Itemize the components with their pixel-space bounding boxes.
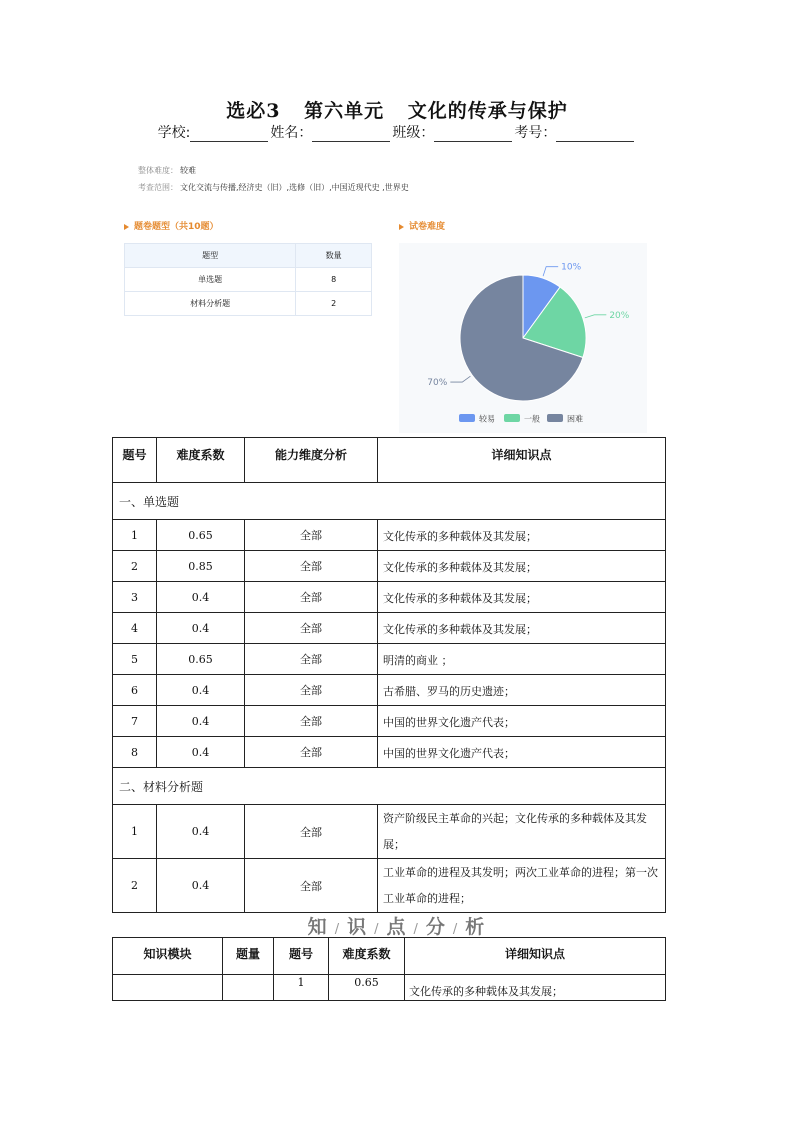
pie-leader-line [585, 315, 607, 318]
cell-coef: 0.4 [157, 613, 245, 644]
cell-coef: 0.65 [157, 520, 245, 551]
qtype-section-title-text: 题卷题型（共10题） [134, 222, 219, 232]
cell-knowledge: 文化传承的多种载体及其发展； [378, 613, 666, 644]
pie-data-label: 10% [561, 262, 582, 273]
heading-char: 知 [307, 916, 329, 938]
name-label: 姓名： [270, 125, 313, 141]
difficulty-value: 较难 [180, 166, 196, 175]
legend-swatch [459, 414, 475, 422]
pie-leader-line [543, 267, 558, 277]
cell-knowledge: 资产阶级民主革命的兴起；文化传承的多种载体及其发展； [378, 805, 666, 859]
cell-ability: 全部 [245, 805, 378, 859]
section-row [113, 768, 666, 805]
cell-coef: 0.85 [157, 551, 245, 582]
heading-char: 析 [465, 916, 487, 938]
cell-ability: 全部 [245, 644, 378, 675]
difficulty-meta [138, 165, 196, 176]
cell-no: 1 [113, 805, 157, 859]
qtype-header-row [125, 244, 372, 268]
cell-ability: 全部 [245, 737, 378, 768]
header-knowledge: 详细知识点 [378, 438, 666, 483]
class-field[interactable] [434, 127, 512, 142]
heading-sep: / [452, 922, 460, 937]
header-module: 知识模块 [113, 938, 223, 975]
school-field[interactable] [190, 127, 268, 142]
legend-label: 一般 [524, 414, 540, 424]
name-field[interactable] [312, 127, 390, 142]
header-difficulty: 难度系数 [157, 438, 245, 483]
scope-value: 文化交流与传播,经济史（旧）,选修（旧）,中国近现代史 ,世界史 [180, 183, 409, 192]
cell-no: 6 [113, 675, 157, 706]
cell-coef: 0.65 [157, 644, 245, 675]
cell-coef: 0.4 [157, 737, 245, 768]
heading-sep: / [413, 922, 420, 937]
table-row [113, 675, 666, 706]
knowledge-header-row [113, 938, 666, 975]
table-row [113, 582, 666, 613]
cell-ability: 全部 [245, 520, 378, 551]
difficulty-pie-chart [399, 243, 647, 433]
legend-label: 较易 [479, 414, 495, 424]
qtype-cell: 材料分析题 [125, 292, 296, 316]
qtype-section-title [124, 219, 219, 232]
scope-meta [138, 182, 409, 193]
student-info-line [0, 122, 794, 142]
cell-no: 5 [113, 644, 157, 675]
qtype-cell: 8 [296, 268, 372, 292]
heading-char: 识 [347, 916, 369, 938]
cell-coef: 0.4 [157, 675, 245, 706]
triangle-bullet-icon [399, 224, 404, 230]
table-row [113, 613, 666, 644]
exam-no-label: 考号： [514, 125, 557, 141]
cell-knowledge: 文化传承的多种载体及其发展； [378, 582, 666, 613]
cell-knowledge: 文化传承的多种载体及其发展； [405, 975, 666, 1001]
cell-ability: 全部 [245, 706, 378, 737]
header-ability: 能力维度分析 [245, 438, 378, 483]
table-row [113, 737, 666, 768]
page-title [0, 96, 794, 123]
qtype-header-type: 题型 [125, 244, 296, 268]
cell-no: 4 [113, 613, 157, 644]
table-row [113, 706, 666, 737]
cell-knowledge: 工业革命的进程及其发明；两次工业革命的进程；第一次工业革命的进程； [378, 859, 666, 913]
pie-data-label: 20% [609, 310, 630, 321]
cell-ability: 全部 [245, 582, 378, 613]
pie-leader-line [450, 376, 470, 382]
main-header-row [113, 438, 666, 483]
cell-no: 7 [113, 706, 157, 737]
header-knowledge: 详细知识点 [405, 938, 666, 975]
scope-label: 考查范围： [138, 183, 178, 192]
qtype-cell: 单选题 [125, 268, 296, 292]
cell-no: 2 [113, 859, 157, 913]
cell-no: 1 [274, 975, 329, 1001]
cell-no: 8 [113, 737, 157, 768]
qtype-row [125, 292, 372, 316]
exam-no-field[interactable] [556, 127, 634, 142]
header-no: 题号 [274, 938, 329, 975]
class-label: 班级： [392, 125, 435, 141]
cell-module [113, 975, 223, 1001]
cell-no: 3 [113, 582, 157, 613]
cell-coef: 0.4 [157, 805, 245, 859]
table-row [113, 975, 666, 1001]
header-count: 题量 [223, 938, 274, 975]
cell-knowledge: 文化传承的多种载体及其发展； [378, 520, 666, 551]
cell-no: 2 [113, 551, 157, 582]
school-label: 学校: [157, 125, 191, 141]
header-question-no: 题号 [113, 438, 157, 483]
heading-sep: / [374, 922, 381, 937]
cell-coef: 0.4 [157, 859, 245, 913]
knowledge-table [112, 937, 666, 1001]
cell-knowledge: 中国的世界文化遗产代表； [378, 737, 666, 768]
cell-knowledge: 明清的商业 ； [378, 644, 666, 675]
difficulty-section-title [399, 219, 445, 232]
cell-ability: 全部 [245, 551, 378, 582]
legend-swatch [547, 414, 563, 422]
question-analysis-table [112, 437, 666, 913]
triangle-bullet-icon [124, 224, 129, 230]
cell-coef: 0.4 [157, 706, 245, 737]
title-part3: 文化的传承与保护 [407, 100, 568, 122]
cell-ability: 全部 [245, 613, 378, 644]
cell-coef: 0.65 [329, 975, 405, 1001]
cell-count [223, 975, 274, 1001]
title-part1: 选必3 [226, 100, 281, 122]
cell-knowledge: 古希腊、罗马的历史遗迹； [378, 675, 666, 706]
legend-swatch [504, 414, 520, 422]
heading-char: 点 [386, 916, 408, 938]
qtype-cell: 2 [296, 292, 372, 316]
qtype-table [124, 243, 372, 316]
table-row [113, 859, 666, 913]
section-row [113, 483, 666, 520]
cell-ability: 全部 [245, 675, 378, 706]
section-label-material-analysis: 二、材料分析题 [113, 768, 666, 805]
cell-coef: 0.4 [157, 582, 245, 613]
title-part2: 第六单元 [304, 100, 385, 122]
pie-data-label: 70% [427, 378, 448, 389]
header-coef: 难度系数 [329, 938, 405, 975]
heading-sep: / [334, 922, 342, 937]
difficulty-section-title-text: 试卷难度 [409, 222, 446, 232]
cell-knowledge: 文化传承的多种载体及其发展； [378, 551, 666, 582]
section-label-single-choice: 一、单选题 [113, 483, 666, 520]
legend-label: 困难 [567, 414, 583, 424]
qtype-row [125, 268, 372, 292]
table-row [113, 805, 666, 859]
qtype-header-count: 数量 [296, 244, 372, 268]
cell-ability: 全部 [245, 859, 378, 913]
table-row [113, 520, 666, 551]
knowledge-analysis-heading [0, 912, 794, 939]
table-row [113, 551, 666, 582]
heading-char: 分 [425, 916, 447, 938]
pie-svg [399, 243, 647, 433]
cell-knowledge: 中国的世界文化遗产代表； [378, 706, 666, 737]
table-row [113, 644, 666, 675]
cell-no: 1 [113, 520, 157, 551]
difficulty-label: 整体难度： [138, 166, 178, 175]
